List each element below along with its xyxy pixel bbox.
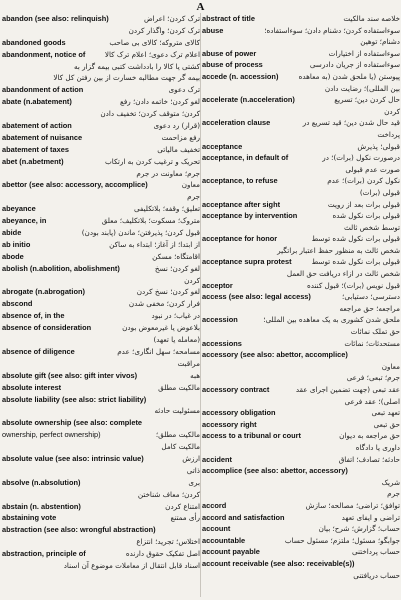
dictionary-entry <box>2 334 200 346</box>
english-term: abandoned goods <box>2 37 66 47</box>
persian-translation: حساب دریافتنی <box>353 570 400 580</box>
english-term: accomplice (see also: abettor, accessory) <box>202 466 348 476</box>
dictionary-entry <box>2 512 200 524</box>
dictionary-entry <box>2 477 200 489</box>
persian-translation: مالکیت مطلق <box>158 382 200 392</box>
english-term: accessory contract <box>202 385 270 394</box>
english-term: accessory obligation <box>202 408 276 418</box>
english-term: abolish (n.abolition, abolishment) <box>2 263 120 273</box>
dictionary-entry <box>202 59 400 71</box>
persian-translation: بلاعوض یا غیرمعوض بودن <box>122 323 200 333</box>
persian-translation: ملحق شدن کشوری به یک معاهده بین المللی؛ <box>263 315 400 325</box>
persian-translation: حق تبعی <box>373 419 400 429</box>
english-term: account payable <box>202 547 260 557</box>
dictionary-entry <box>2 13 200 25</box>
english-term: abstaining vote <box>2 513 57 523</box>
english-term: absence of consideration <box>2 323 92 333</box>
persian-translation: صورت عدم قبولی <box>345 164 400 174</box>
persian-translation: شخص ثالث در ازاء دریافت حق العمل <box>286 269 400 279</box>
english-term: account receivable (see also: receivable(s)) <box>202 558 355 568</box>
persian-translation: حساب؛ گزارش؛ شرح؛ بیان <box>318 524 400 534</box>
persian-translation: امتناع کردن <box>165 501 200 511</box>
dictionary-entry <box>202 71 400 83</box>
dictionary-entry <box>2 96 200 108</box>
persian-translation: مالکیت کامل <box>161 442 200 452</box>
persian-translation: حال کردن دین؛ تسریع <box>334 95 400 105</box>
english-term: acceptance for honor <box>202 234 278 244</box>
persian-translation: تخفیف مالیاتی <box>157 144 200 154</box>
english-term: abatement of taxes <box>2 144 69 154</box>
persian-translation: قبولی برات نکول شده توسط <box>311 234 400 244</box>
dictionary-entry <box>2 322 200 334</box>
right-column <box>202 13 400 581</box>
english-term: abstraction (see also: wrongful abstraction) <box>2 525 156 535</box>
persian-translation: سوءاستفاده کردن؛ دشنام دادن؛ سوءاستفاده؛ <box>264 25 400 35</box>
dictionary-entry <box>2 61 200 73</box>
left-column <box>2 13 200 572</box>
english-term: account <box>202 524 231 534</box>
persian-translation: حساب پرداختنی <box>351 547 400 557</box>
persian-translation: جوابگو؛ مسئول؛ ملتزم؛ مسئول حساب <box>284 535 400 545</box>
persian-translation: معاون <box>381 361 400 371</box>
dictionary-entry <box>202 25 400 37</box>
dictionary-entry <box>2 524 200 536</box>
dictionary-entry <box>202 210 400 222</box>
english-term: absolve (n.absolution) <box>2 477 81 487</box>
english-term: accession <box>202 315 238 325</box>
persian-translation: دشنام؛ توهین <box>360 37 400 47</box>
persian-translation: کردن <box>184 275 200 285</box>
dictionary-entry <box>202 500 400 512</box>
english-term: access to a tribunal or court <box>202 431 301 441</box>
persian-translation: حق مراجعه به دیوان <box>339 431 400 441</box>
dictionary-entry <box>202 48 400 60</box>
persian-translation: اختلاس؛ تجرید؛ انتزاع <box>136 537 200 547</box>
english-term: acceptance after sight <box>202 199 281 209</box>
persian-translation: قبولی برات نکول شده <box>332 211 400 221</box>
english-term: abettor (see also: accessory, accomplice) <box>2 180 148 190</box>
persian-translation: قید حال شدن دین؛ قید تسریع در <box>302 118 400 128</box>
english-term: accident <box>202 454 232 464</box>
english-term: absolute interest <box>2 382 62 392</box>
dictionary-entry <box>2 286 200 298</box>
persian-translation: ترک کردن؛ واگذار کردن <box>128 25 200 35</box>
persian-translation: جرم؛ معاونت در جرم <box>136 168 200 178</box>
persian-translation: اقامتگاه؛ مسکن <box>152 251 200 261</box>
persian-translation: از ابتدا؛ از آغاز؛ ابتداء به ساکن <box>109 239 200 249</box>
dictionary-entry <box>2 453 200 465</box>
dictionary-entry <box>202 222 400 234</box>
dictionary-entry <box>202 338 400 350</box>
persian-translation: سوءاستفاده از جریان دادرسی <box>309 60 400 70</box>
english-term: accessory (see also: abettor, accomplice) <box>202 350 348 360</box>
dictionary-entry <box>202 477 400 489</box>
english-term: abstract of title <box>202 14 255 23</box>
persian-translation: توافق؛ تراضی؛ مصالحه؛ سازش <box>305 500 400 510</box>
dictionary-entry <box>202 303 400 315</box>
persian-translation: لغو کردن؛ نسخ <box>154 263 200 273</box>
persian-translation: (قرار) رد دعوی <box>153 121 200 131</box>
dictionary-entry <box>202 535 400 547</box>
persian-translation: قبولی؛ پذیرش <box>357 141 400 151</box>
dictionary-entry <box>2 275 200 287</box>
dictionary-entry <box>202 326 400 338</box>
persian-translation: دسترسی؛ دستیابی؛ <box>342 292 400 302</box>
dictionary-entry <box>2 156 200 168</box>
dictionary-entry <box>2 465 200 477</box>
persian-translation: اسناد قابل انتقال از معاملات موضوع آن اسناد <box>63 560 200 570</box>
dictionary-entry <box>2 108 200 120</box>
persian-translation: بیمه گر جهت مطالبه خسارت از بین رفتن کل کالا <box>53 73 200 83</box>
persian-translation: مراقبت <box>177 358 200 368</box>
english-term: accelerate (n.acceleration) <box>202 95 295 105</box>
persian-translation: اصلی)؛ عقد فرعی <box>344 396 400 406</box>
dictionary-entry <box>202 454 400 466</box>
dictionary-entry <box>2 382 200 394</box>
persian-translation: رفع مزاحمت <box>161 132 200 142</box>
persian-translation: قبولی (برات) <box>359 187 400 197</box>
persian-translation: لغو کردن؛ خاتمه دادن؛ رفع <box>120 97 200 107</box>
dictionary-entry <box>2 429 200 441</box>
english-term: accessory right <box>202 419 257 429</box>
dictionary-entry <box>202 419 400 431</box>
persian-translation: (معامله یا تعهد) <box>153 335 200 345</box>
english-term: abeyance, in <box>2 216 47 226</box>
english-term: accountable <box>202 535 246 545</box>
dictionary-entry <box>202 430 400 442</box>
persian-translation: کالای متروکه؛ کالای بی صاحب <box>109 37 200 47</box>
dictionary-entry <box>2 489 200 501</box>
persian-translation: حادثه؛ تصادف؛ اتفاق <box>338 454 400 464</box>
dictionary-entry <box>202 129 400 141</box>
dictionary-entry <box>2 49 200 61</box>
dictionary-entry <box>2 203 200 215</box>
persian-translation: رأی ممتنع <box>170 513 200 523</box>
english-term: access (see also: legal access) <box>202 292 311 302</box>
dictionary-entry <box>2 37 200 49</box>
dictionary-entry <box>202 94 400 106</box>
english-term: abode <box>2 251 24 261</box>
persian-translation: درصورت نکول (برات)؛ در <box>322 153 400 163</box>
persian-translation: شریک <box>381 477 400 487</box>
dictionary-entry <box>202 13 400 25</box>
english-term: absence of, in the <box>2 311 65 321</box>
persian-translation: معاون <box>181 180 200 190</box>
dictionary-entry <box>202 36 400 48</box>
dictionary-entry <box>202 396 400 408</box>
english-term: acceptance, to refuse <box>202 176 278 186</box>
dictionary-entry <box>202 349 400 361</box>
english-term: abandon (see also: relinquish) <box>2 14 109 23</box>
persian-translation: توسط شخص ثالث <box>343 222 400 232</box>
dictionary-entry <box>202 141 400 153</box>
dictionary-entry <box>2 227 200 239</box>
dictionary-entry <box>2 536 200 548</box>
dictionary-entry <box>202 152 400 164</box>
english-term: absolute gift (see also: gift inter vivos) <box>2 370 138 380</box>
dictionary-entry <box>2 191 200 203</box>
dictionary-entry <box>2 215 200 227</box>
persian-translation: بری <box>188 477 200 487</box>
dictionary-entry <box>2 72 200 84</box>
persian-translation: جرم <box>187 192 200 202</box>
dictionary-entry <box>202 488 400 500</box>
dictionary-entry <box>2 239 200 251</box>
english-term: abuse of process <box>202 60 263 70</box>
persian-translation: فرار کردن؛ مخفی شدن <box>128 299 200 309</box>
dictionary-entry <box>202 106 400 118</box>
english-term: abide <box>2 228 22 238</box>
persian-translation: قبولی برات بعد از رویت <box>327 199 400 209</box>
dictionary-entry <box>2 251 200 263</box>
persian-translation: ارزش <box>182 453 200 463</box>
persian-translation: بین المللی)؛ رضایت دادن <box>324 83 400 93</box>
persian-translation: ذاتی <box>186 465 200 475</box>
persian-translation: پیوستن (یا ملحق شدن (به معاهده <box>298 71 400 81</box>
persian-translation: تعلیق؛ وقفه؛ بلاتکلیفی <box>134 204 200 214</box>
dictionary-entry <box>202 372 400 384</box>
english-term: absolute ownership (see also: complete <box>2 418 143 428</box>
dictionary-entry <box>202 245 400 257</box>
persian-translation: ترک دعوی <box>168 85 200 95</box>
english-term: abuse <box>202 25 224 35</box>
dictionary-entry <box>2 441 200 453</box>
english-term: acceptor <box>202 280 233 290</box>
dictionary-entry <box>202 465 400 477</box>
persian-translation: متروک؛ مسکوت؛ بلاتکلیف؛ معلق <box>101 216 200 226</box>
dictionary-entry <box>2 263 200 275</box>
dictionary-entry <box>202 83 400 95</box>
dictionary-entry <box>202 291 400 303</box>
english-term: abrogate (n.abrogation) <box>2 287 85 297</box>
persian-translation: قبول کردن؛ پذیرفتن؛ ماندن (پابند بودن) <box>81 228 200 238</box>
english-term: acceptance <box>202 141 243 151</box>
english-term: ab initio <box>2 239 31 249</box>
dictionary-entry <box>2 405 200 417</box>
english-term: abstraction, principle of <box>2 549 86 559</box>
english-term: abatement of action <box>2 121 72 131</box>
dictionary-entry <box>202 314 400 326</box>
persian-translation: جرم؛ تبعی؛ فرعی <box>346 373 400 383</box>
dictionary-entry <box>2 560 200 572</box>
dictionary-entry <box>202 442 400 454</box>
persian-translation: تعهد تبعی <box>371 408 400 418</box>
english-term: accord <box>202 500 227 510</box>
dictionary-entry <box>202 384 400 396</box>
dictionary-entry <box>202 280 400 292</box>
persian-translation: شخص ثالث به منظور حفظ اعتبار براتگیر <box>277 245 400 255</box>
dictionary-entry <box>2 548 200 560</box>
english-term: ownership, perfect ownership) <box>2 430 101 440</box>
english-term: acceptance by intervention <box>202 211 298 221</box>
dictionary-entry <box>2 132 200 144</box>
dictionary-entry <box>202 407 400 419</box>
persian-translation: جرم <box>387 489 400 499</box>
persian-translation: اصل تفکیک حقوق دارنده <box>125 549 200 559</box>
persian-translation: قبول نویس (برات)؛ قبول کننده <box>306 280 400 290</box>
dictionary-entry <box>2 417 200 429</box>
english-term: acceptance supra protest <box>202 257 292 267</box>
dictionary-entry <box>202 523 400 535</box>
dictionary-entry <box>2 298 200 310</box>
persian-translation: کردن <box>384 106 400 116</box>
persian-translation: حق تملک نمائات <box>350 327 400 337</box>
dictionary-entry <box>202 512 400 524</box>
persian-translation: کشتی یا کالا را بادداشت کتبی بیمه گزار به <box>74 61 200 71</box>
persian-translation: ترک کردن؛ اعراض <box>143 14 200 23</box>
english-term: accede (n. accession) <box>202 71 279 81</box>
dictionary-entry <box>202 117 400 129</box>
english-term: abandonment, notice of <box>2 49 86 59</box>
persian-translation: کردن؛ متوقف کردن؛ تخفیف دادن <box>100 109 200 119</box>
persian-translation: خلاصه سند مالکیت <box>343 14 400 23</box>
column-divider <box>200 13 201 597</box>
persian-translation: تحریک و ترغیب کردن به ارتکاب <box>105 156 200 166</box>
persian-translation: لغو کردن؛ نسخ کردن <box>136 287 200 297</box>
english-term: abet (n.abetment) <box>2 156 64 166</box>
english-term: abate (n.abatement) <box>2 97 72 107</box>
dictionary-entry <box>202 268 400 280</box>
english-term: absolute value (see also: intrinsic value) <box>2 453 144 463</box>
persian-translation: مالکیت مطلق؛ <box>155 430 200 440</box>
persian-translation: اعلام ترک دعوی؛ اعلام ترک کالا <box>104 49 200 59</box>
persian-translation: نکول کردن (برات)؛ عدم <box>327 176 400 186</box>
english-term: accord and satisfaction <box>202 512 285 522</box>
persian-translation: داوری یا دادگاه <box>355 442 400 452</box>
dictionary-entry <box>2 120 200 132</box>
dictionary-entry <box>202 199 400 211</box>
dictionary-entry <box>202 233 400 245</box>
dictionary-entry <box>2 358 200 370</box>
persian-translation: مسئولیت حادثه <box>154 406 200 416</box>
persian-translation: در غیاب؛ در نبود <box>151 311 200 321</box>
persian-translation: مراجعه؛ حق مراجعه <box>339 303 400 313</box>
dictionary-entry <box>202 187 400 199</box>
dictionary-entry <box>2 370 200 382</box>
persian-translation: قبولی برات نکول شده توسط <box>311 257 400 267</box>
persian-translation: سوءاستفاده از اختیارات <box>328 48 400 58</box>
persian-translation: تراضی و ایفای تعهد <box>341 512 400 522</box>
english-term: abscond <box>2 299 33 309</box>
persian-translation: مستحدثات؛ نمائات <box>344 338 400 348</box>
persian-translation: مسامحه؛ سهل انگاری؛ عدم <box>117 346 200 356</box>
dictionary-entry <box>2 394 200 406</box>
english-term: abeyance <box>2 204 36 214</box>
dictionary-entry <box>202 570 400 582</box>
dictionary-entry <box>2 144 200 156</box>
section-letter-heading: A <box>196 1 205 13</box>
dictionary-entry <box>2 346 200 358</box>
dictionary-entry <box>202 546 400 558</box>
english-term: acceptance, in default of <box>202 153 289 163</box>
english-term: accessions <box>202 338 242 348</box>
dictionary-entry <box>2 84 200 96</box>
persian-translation: عقد تبعی (جهت تضمین اجرای عقد <box>295 385 400 394</box>
english-term: abatement of nuisance <box>2 132 83 142</box>
dictionary-entry <box>2 25 200 37</box>
english-term: abandonment of action <box>2 85 84 95</box>
dictionary-entry <box>202 256 400 268</box>
english-term: absolute liability (see also: strict liability) <box>2 394 147 404</box>
dictionary-entry <box>202 164 400 176</box>
english-term: absence of diligence <box>2 346 75 356</box>
dictionary-entry <box>202 361 400 373</box>
english-term: abuse of power <box>202 48 257 58</box>
dictionary-entry <box>2 168 200 180</box>
dictionary-entry <box>202 175 400 187</box>
dictionary-entry <box>202 558 400 570</box>
dictionary-entry <box>2 501 200 513</box>
english-term: abstain (n. abstention) <box>2 501 81 511</box>
dictionary-entry <box>2 179 200 191</box>
persian-translation: پرداخت <box>377 129 400 139</box>
persian-translation: کردن؛ معاف شناختن <box>137 489 200 499</box>
persian-translation: هبه <box>190 370 200 380</box>
english-term: acceleration clause <box>202 118 271 128</box>
dictionary-entry <box>2 310 200 322</box>
